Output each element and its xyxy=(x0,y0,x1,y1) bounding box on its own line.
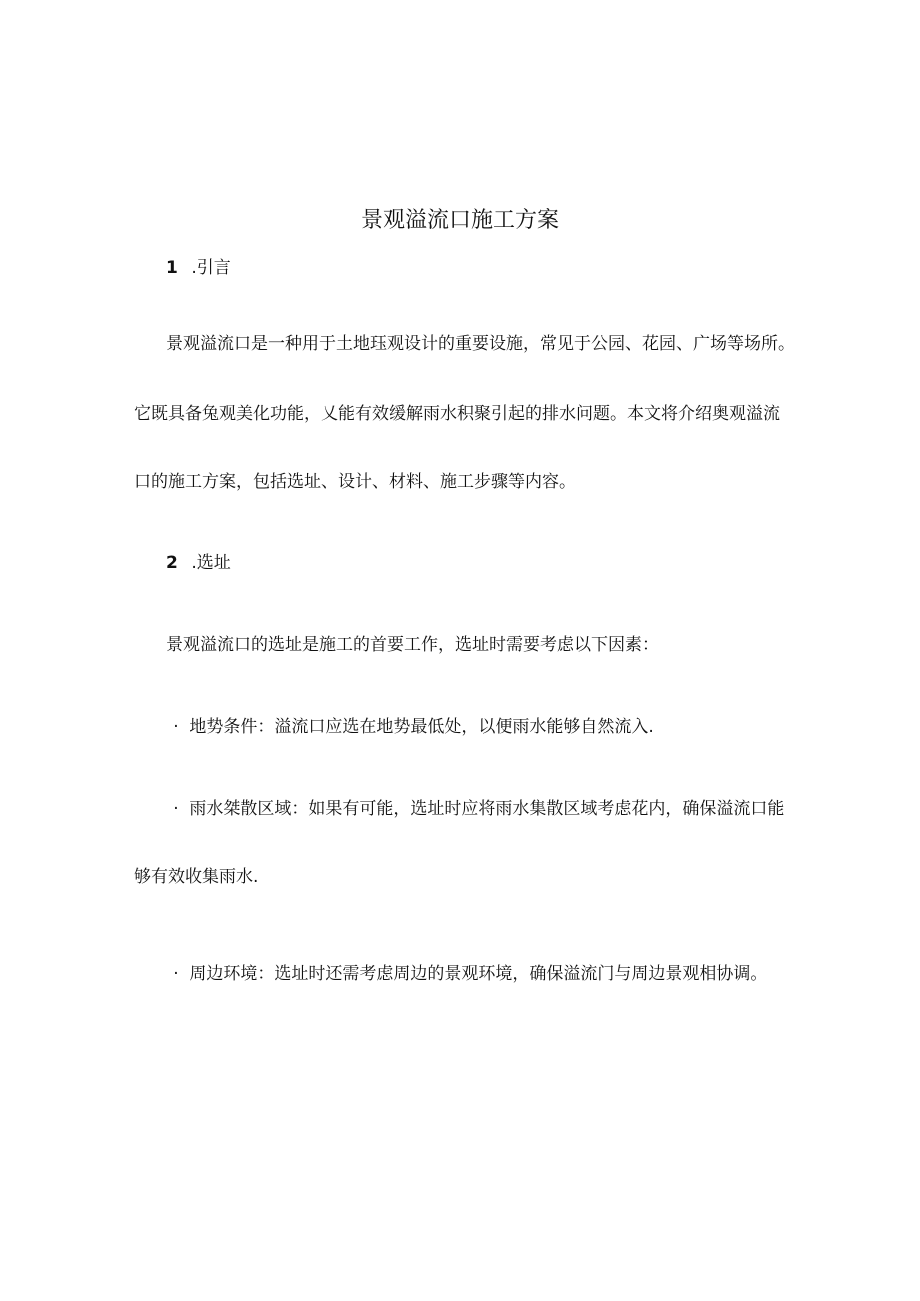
bullet-item-3-text: 周边环境：选址时还需考虑周边的景观环境，确保溢流门与周边景观相协调。 xyxy=(189,964,768,984)
bullet-item-2 xyxy=(168,797,784,821)
bullet-item-1 xyxy=(168,715,654,739)
document-title: 景观溢流口施工方案 xyxy=(360,208,559,233)
section-1-number: 1 xyxy=(166,258,178,278)
section-2-intro: 景观溢流口的选址是施工的首要工作，选址时需要考虑以下因素： xyxy=(166,635,659,655)
section-1-paragraph-line-2: 它既具备兔观美化功能，乂能有效缓解雨水积聚引起的排水问题。本文将介绍奥观溢流 xyxy=(134,404,780,424)
section-2-title: .选址 xyxy=(191,553,231,573)
bullet-item-2-continuation: 够有效收集雨水. xyxy=(134,867,259,887)
section-1-paragraph-line-1: 景观溢流口是一种用于土地珏观设计的重要设施，常见于公园、花园、广场等场所。 xyxy=(166,334,795,354)
bullet-icon: · xyxy=(173,717,179,737)
bullet-icon: · xyxy=(173,799,179,819)
section-1-title: .引言 xyxy=(191,258,231,278)
section-1-paragraph-line-3: 口的施工方案，包括选址、设计、材料、施工步骤等内容。 xyxy=(134,472,576,492)
section-2-heading xyxy=(166,551,231,575)
bullet-item-3 xyxy=(168,962,767,986)
section-2-number: 2 xyxy=(166,553,178,573)
bullet-item-1-text: 地势条件：溢流口应选在地势最低处，以便雨水能够自然流入. xyxy=(189,717,654,737)
section-1-heading xyxy=(166,256,231,280)
bullet-icon: · xyxy=(173,964,179,984)
bullet-item-2-text: 雨水桀散区域：如果有可能，选址时应将雨水集散区域考虑花内，确保溢流口能 xyxy=(189,799,785,819)
